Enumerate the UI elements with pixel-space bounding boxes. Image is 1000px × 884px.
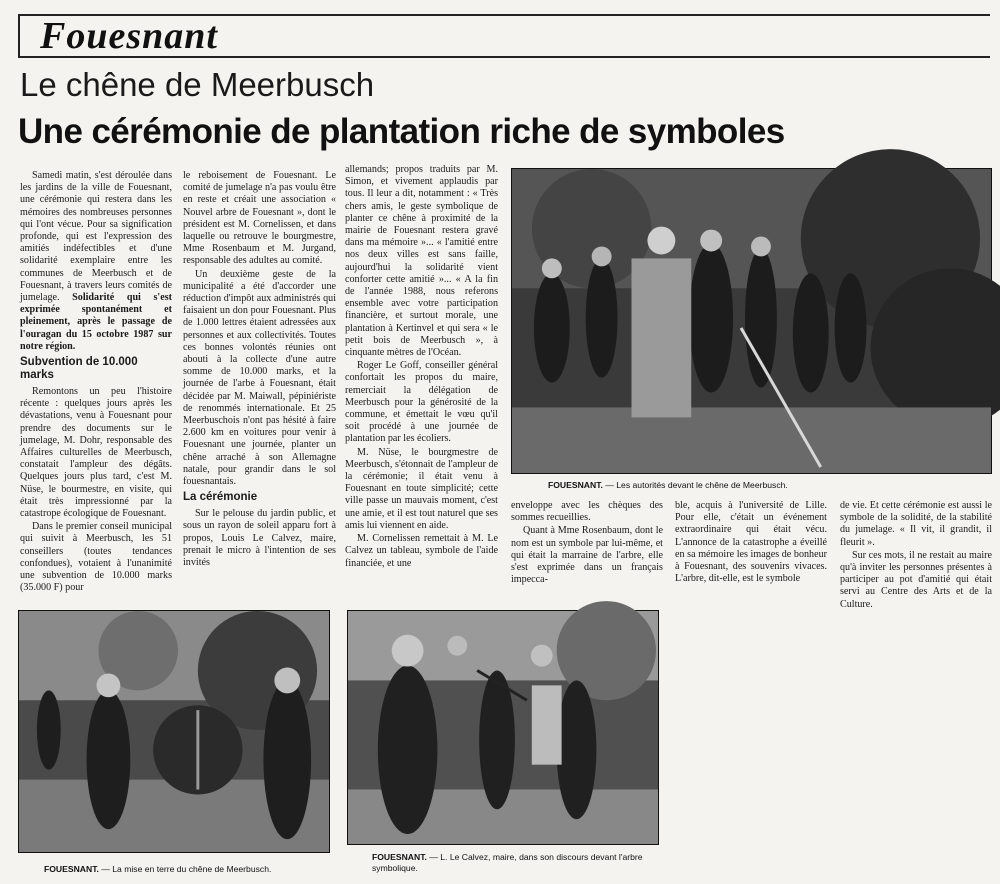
- photo-planting-oak: [18, 610, 330, 853]
- section-banner: [18, 14, 990, 58]
- paragraph-bold: Solidarité qui s'est exprimée spontanément et pleinement, après le passage de l'ouragan du 15 octobre 1987 sur notre région.: [20, 292, 172, 352]
- paragraph: enveloppe avec les chèques des sommes recueillies.: [511, 500, 663, 524]
- article-column-3: [345, 164, 498, 602]
- article-column-1: [20, 170, 172, 602]
- paragraph: M. Nüse, le bourgmestre de Meerbusch, s'étonnait de l'ampleur de la cérémonie; il était venu à Fouesnant en toute simplicité; cette ville passe un mauvais moment, c'est une amie, et il est tout naturel que ses amis lui viennent en aide.: [345, 446, 498, 531]
- photo-illustration: [19, 611, 329, 852]
- paragraph: Roger Le Goff, conseiller général confortait les propos du maire, remerciait la délégation de Meerbusch pour la générosité de la commune, et émettait le vœu qu'il soit procédé à une journée de plantation par les écoliers.: [345, 360, 498, 445]
- subhead-ceremonie: La cérémonie: [183, 491, 258, 504]
- paragraph: le reboisement de Fouesnant. Le comité de jumelage n'a pas voulu être en reste et créait une association « Nouvel arbre de Fouesnant », dont le président est M. Cornelissen, et dans laquelle ou retrouve le bourgmestre, Mme Rosenbaum et M. Jurgand, responsable des adultes au comité.: [183, 170, 336, 267]
- paragraph: Sur ces mots, il ne restait au maire qu'à inviter les personnes présentes à participer au pot d'amitié qui était servi au Centre des Arts et de la Culture.: [840, 549, 992, 610]
- paragraph: Un deuxième geste de la municipalité a été d'accorder une réduction d'impôt aux administrés qui faisaient un don pour Fouesnant. Plus de 1.000 lettres étaient adressées aux personnes et aux collectivités. Toutes ces bonnes volontés réunies ont abouti à la collecte d'une autre somme de 10.000 marks, et la journée de l'arbe à Fouesnant, était décidée par M. Maiwall, pépiniériste de renommés internationale. Et 25 Meerbuschois n'ont pas hésité à faire 2.600 km en voitures pour venir à Fouesnant une journée, planter un chêne arraché à son Allemagne natale, pour grandir dans le sol fouesnantais.: [183, 268, 336, 488]
- article-column-2: [183, 170, 336, 602]
- paragraph: Remontons un peu l'histoire récente : quelques jours après les dévastations, venu à Fouesnant pour prendre des documents sur le jumelage, M. Dohr, responsable des Affaires culturelles de Meerbusch, constatait l'ampleur des dégâts. Quelques jours plus tard, c'est M. Nüse, le bourmestre, en visite, qui était très impressionné par la catastrope écologique de Fouesnant.: [20, 386, 172, 520]
- headline: Une cérémonie de plantation riche de symboles: [18, 112, 785, 151]
- caption-label: FOUESNANT.: [548, 480, 603, 490]
- caption-text: — Les autorités devant le chêne de Meerbusch.: [605, 480, 788, 490]
- article-column-4: [511, 500, 663, 598]
- caption-text: — La mise en terre du chêne de Meerbusch.: [101, 864, 272, 874]
- paragraph: de vie. Et cette cérémonie est aussi le symbole de la solidité, de la stabilité du jumelage. « Il vit, il grandit, il fleurit ».: [840, 500, 992, 548]
- paragraph: Sur le pelouse du jardin public, et sous un rayon de soleil apparu fort à propos, Louis Le Calvez, maire, prenait le micro à l'intention de ses invités: [183, 508, 336, 569]
- photo-illustration: [348, 611, 658, 844]
- article-column-5: [675, 500, 827, 598]
- paragraph: M. Cornelissen remettait à M. Le Calvez un tableau, symbole de l'aide financiée, et une: [345, 533, 498, 569]
- photo-illustration: [512, 169, 991, 473]
- paragraph: Dans le premier conseil municipal qui suivit à Meerbusch, les 51 conseillers (toutes tendances confondues), votaient à l'unanimité une subvention de 10.000 marks (35.000 F) pour: [20, 521, 172, 594]
- article-column-6: [840, 500, 992, 610]
- kicker-title: Le chêne de Meerbusch: [20, 66, 375, 103]
- caption-photo-3: [372, 852, 672, 874]
- caption-label: FOUESNANT.: [44, 864, 99, 874]
- caption-photo-2: [44, 864, 334, 875]
- photo-authorities-oak: [511, 168, 992, 474]
- paragraph: Quant à Mme Rosenbaum, dont le nom est un symbole par lui-même, et qui était la marraine de l'arbre, elle s'est exprimée dans un français impecca-: [511, 525, 663, 586]
- section-title: Fouesnant: [40, 15, 218, 57]
- paragraph: allemands; propos traduits par M. Simon, et vivement applaudis par tous. Il leur a dit, notamment : « Très chers amis, le geste symbolique de planter ce chêne à proximité de la mairie de Fouesnant restera gravé dans ma mémoire »... « l'amitié entre nos deux villes est sans faille, aujourd'hui la solidarité vient conforter cette amitié »... « A la fin de l'année 1988, nous referons ensemble avec votre participation financière, et surtout morale, une plantation à Kertinvel et qui sera « le petit bois de Meerbusch », à cinquante mètres de l'Océan.: [345, 164, 498, 359]
- caption-label: FOUESNANT.: [372, 852, 427, 862]
- caption-text: — L. Le Calvez, maire, dans son discours devant l'arbre symbolique.: [372, 852, 643, 873]
- caption-photo-1: [548, 480, 988, 491]
- paragraph: ble, acquis à l'université de Lille. Pour elle, c'était un événement extraordinaire qui était vécu. L'annonce de la catastrophe a éveillé en sa mémoire les images de bonheur à Fouesnant, des souvenirs vivaces. L'arbre, dit-elle, est le symbole: [675, 500, 827, 585]
- paragraph: [20, 170, 172, 353]
- photo-mayor-speech: [347, 610, 659, 845]
- paragraph-text: Samedi matin, s'est déroulée dans les jardins de la ville de Fouesnant, une cérémonie qui restera dans les mémoires des nombreuses personnes qui l'ont vécue. Pour sa signification profonde, qui est l'expression des amitiés indéfectibles et d'une solidarité exemplaire entre les communes de Meerbusch et de Fouesnant, à travers leurs comités de jumelage.: [20, 170, 172, 304]
- subhead-subvention: Subvention de 10.000 marks: [20, 356, 138, 382]
